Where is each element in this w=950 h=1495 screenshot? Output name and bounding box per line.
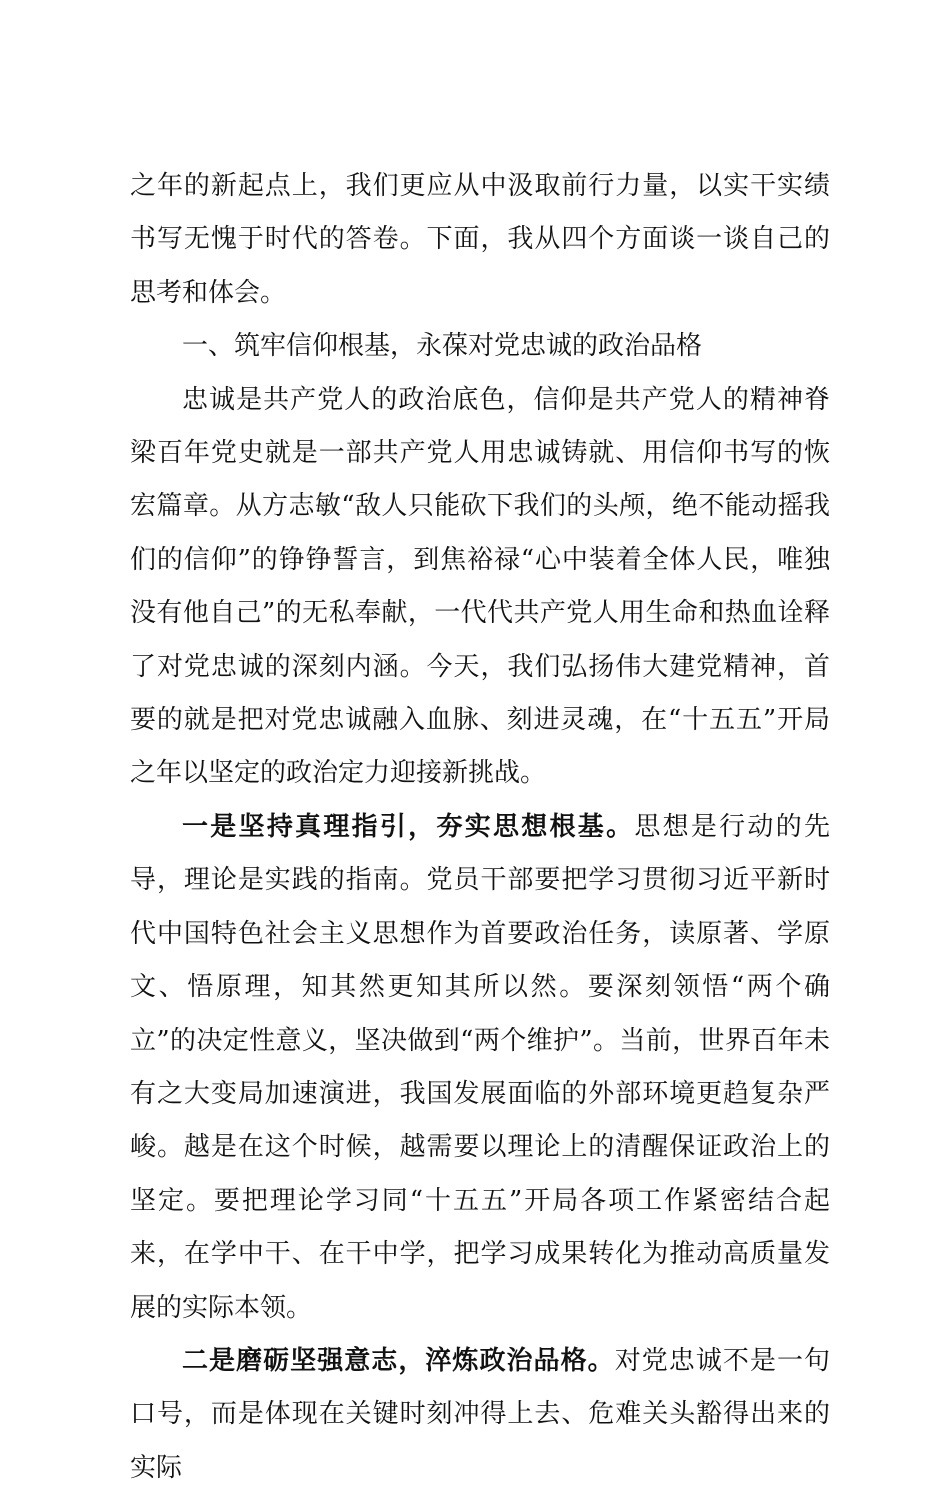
document-body (130, 160, 830, 1495)
point-one-paragraph (130, 801, 830, 1335)
point-one-text: 思想是行动的先导，理论是实践的指南。党员干部要把学习贯彻习近平新时代中国特色社会主义思想作为首要政治任务，读原著、学原文、悟原理，知其然更知其所以然。要深刻领悟“两个确立”的决定性意义，坚决做到“两个维护”。当前，世界百年未有之大变局加速演进，我国发展面临的外部环境更趋复杂严峻。越是在这个时候，越需要以理论上的清醒保证政治上的坚定。要把理论学习同“十五五”开局各项工作紧密结合起来，在学中干、在干中学，把学习成果转化为推动高质量发展的实际本领。 (130, 811, 830, 1323)
point-two-lead: 二是磨砺坚强意志，淬炼政治品格。 (182, 1345, 615, 1376)
continuation-paragraph: 之年的新起点上，我们更应从中汲取前行力量，以实干实绩书写无愧于时代的答卷。下面，我从四个方面谈一谈自己的思考和体会。 (130, 171, 830, 308)
body-paragraph: 忠诚是共产党人的政治底色，信仰是共产党人的精神脊梁百年党史就是一部共产党人用忠诚铸就、用信仰书写的恢宏篇章。从方志敏“敌人只能砍下我们的头颅，绝不能动摇我们的信仰”的铮铮誓言，到焦裕禄“心中装着全体人民，唯独没有他自己”的无私奉献，一代代共产党人用生命和热血诠释了对党忠诚的深刻内涵。今天，我们弘扬伟大建党精神，首要的就是把对党忠诚融入血脉、刻进灵魂，在“十五五”开局之年以坚定的政治定力迎接新挑战。 (130, 384, 830, 789)
section-heading: 一、筑牢信仰根基，永葆对党忠诚的政治品格 (182, 331, 703, 362)
point-two-text: 对党忠诚不是一句口号，而是体现在关键时刻冲得上去、危难关头豁得出来的实际 (130, 1345, 830, 1483)
point-two-paragraph (130, 1335, 830, 1495)
point-one-lead: 一是坚持真理指引，夯实思想根基。 (182, 811, 635, 842)
